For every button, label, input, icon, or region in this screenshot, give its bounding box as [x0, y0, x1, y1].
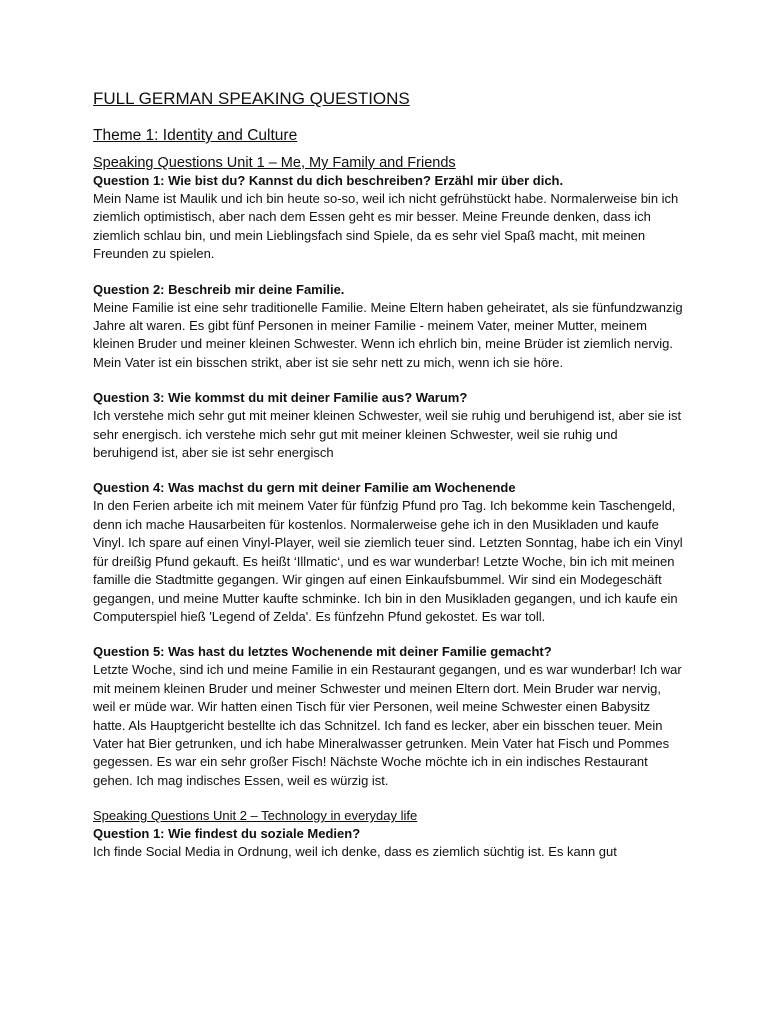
unit-1-section: [93, 154, 683, 790]
answer-4-text: In den Ferien arbeite ich mit meinem Vater für fünfzig Pfund pro Tag. Ich bekomme kein Taschengeld, denn ich mache Hausarbeiten für kostenlos. Normalerweise gehe ich in den Musikladen und kaufe Vinyl. Ich spare auf einen Vinyl-Player, weil sie ziemlich teuer sind. Letzten Sonntag, habe ich ein Vinyl für dreißig Pfund gekauft. Es heißt ‘Illmatic‘, und es war wunderbar! Letzte Woche, bin ich mit meinen famille die Stadtmitte gegangen. Wir gingen auf einen Einkaufsbummel. Wir sind ein Modegeschäft gegangen, und meine Mutter kaufte schminke. Ich bin in den Musikladen gegangen, und ich kaufe ein Computerspiel hieß 'Legend of Zelda'. Es fünfzehn Pfund gekostet. Es war toll.: [93, 498, 683, 624]
unit-2-question-block-1: [93, 825, 683, 861]
answer-2-text: Meine Familie ist eine sehr traditionelle Familie. Meine Eltern haben geheiratet, als sie fünfundzwanzig Jahre alt waren. Es gibt fünf Personen in meiner Familie - meinem Vater, meiner Mutter, meinem kleinen Bruder und meiner kleinen Schwester. Wenn ich ehrlich bin, meine Brüder ist ziemlich nervig. Mein Vater ist ein bisschen strikt, aber ist sie sehr nett zu mich, wenn ich sie höre.: [93, 299, 683, 370]
question-block-3: [93, 389, 683, 462]
answer-1-text: Mein Name ist Maulik und ich bin heute so-so, weil ich nicht gefrühstückt habe. Normalerweise bin ich ziemlich optimistisch, aber nach dem Essen geht es mir besser. Meine Freunde denken, dass ich ziemlich schlau bin, und mein Lieblingsfach sind Spiele, da es sehr viel Spaß macht, mit meinen Freunden zu spielen.: [93, 191, 679, 262]
unit-2-answer-1-text: Ich finde Social Media in Ordnung, weil ich denke, dass es ziemlich süchtig ist. Es kann gut: [93, 844, 617, 860]
answer-3-text: Ich verstehe mich sehr gut mit meiner kleinen Schwester, weil sie ruhig und beruhigend ist, aber sie ist sehr energisch. ich verstehe mich sehr gut mit meiner kleinen Schwester, weil sie ruhig und beruhigend ist, aber sie ist sehr energisch: [93, 408, 682, 461]
theme-heading: Theme 1: Identity and Culture: [93, 127, 298, 144]
unit-2-question-1-text: Question 1: Wie findest du soziale Medien?: [93, 826, 361, 842]
question-block-4: [93, 479, 683, 626]
question-block-2: [93, 281, 683, 373]
question-2-text: Question 2: Beschreib mir deine Familie.: [93, 281, 345, 297]
question-block-1: [93, 172, 683, 264]
unit-1-heading: Speaking Questions Unit 1 – Me, My Family and Friends: [93, 155, 456, 171]
unit-2-section: [93, 807, 683, 861]
question-block-5: [93, 643, 683, 790]
question-1-text: Question 1: Wie bist du? Kannst du dich beschreiben? Erzähl mir über dich.: [93, 173, 564, 188]
unit-2-heading: Speaking Questions Unit 2 – Technology in everyday life: [93, 808, 418, 824]
document-page: [93, 88, 683, 862]
question-5-text: Question 5: Was hast du letztes Wochenende mit deiner Familie gemacht?: [93, 644, 552, 660]
question-4-text: Question 4: Was machst du gern mit deiner Familie am Wochenende: [93, 480, 516, 496]
answer-5-text: Letzte Woche, sind ich und meine Familie in ein Restaurant gegangen, und es war wunderbar! Ich war mit meinem kleinen Bruder und meiner Schwester und meinen Eltern dort. Mein Bruder war nervig, weil er müde war. Wir hatten einen Tisch für vier Personen, weil meine Schwester einen Babysitz hatte. Als Hauptgericht bestellte ich das Schnitzel. Ich fand es lecker, aber ein bisschen teuer. Mein Vater hat Bier getrunken, und ich habe Mineralwasser getrunken. Mein Vater hat Fisch und Pommes gegessen. Es war ein sehr großer Fisch! Nächste Woche möchte ich in ein indisches Restaurant gehen. Ich mag indisches Essen, weil es würzig ist.: [93, 662, 682, 788]
question-3-text: Question 3: Wie kommst du mit deiner Familie aus? Warum?: [93, 390, 468, 406]
document-title: FULL GERMAN SPEAKING QUESTIONS: [93, 89, 410, 108]
